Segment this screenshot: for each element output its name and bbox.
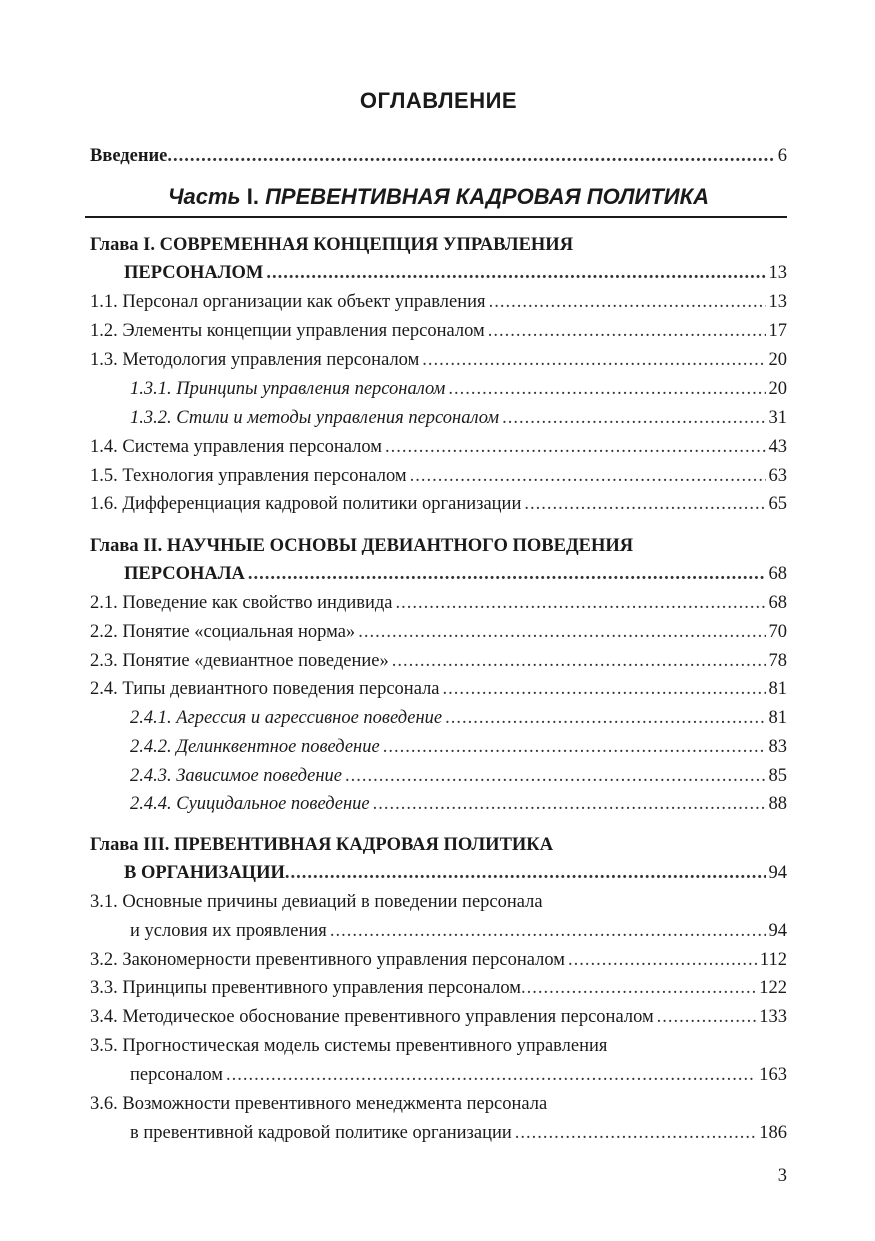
leader-dots: [410, 463, 766, 489]
leader-dots: [330, 918, 766, 944]
toc-entry[interactable]: [130, 734, 787, 760]
toc-entry-label: персоналом: [130, 1065, 223, 1085]
leader-dots: [488, 318, 766, 344]
toc-entry-page: 13: [768, 292, 787, 312]
toc-entry[interactable]: [90, 648, 787, 674]
toc-entry-page: 68: [768, 593, 787, 613]
toc-entry-label: ПЕРСОНАЛОМ: [124, 263, 264, 283]
toc-entry[interactable]: [90, 947, 787, 973]
toc-entry[interactable]: [90, 318, 787, 344]
leader-dots: [448, 376, 765, 402]
toc-entry-label: 3.4. Методическое обоснование превентивного управления персоналом: [90, 1007, 654, 1027]
toc-entry-chapter-2[interactable]: [124, 561, 787, 587]
toc-entry-page: 65: [768, 494, 787, 514]
toc-entry[interactable]: [130, 763, 787, 789]
leader-dots: [373, 791, 766, 817]
toc-entry-page: 85: [768, 766, 787, 786]
toc-entry[interactable]: [90, 1004, 787, 1030]
toc-entry-chapter-3[interactable]: [124, 860, 787, 886]
chapter-heading-2: Глава II. НАУЧНЫЕ ОСНОВЫ ДЕВИАНТНОГО ПОВЕДЕНИЯ: [90, 536, 634, 556]
part-heading: [90, 184, 787, 210]
toc-entry-page: 94: [768, 921, 787, 941]
toc-entry-label: и условия их проявления: [130, 921, 327, 941]
toc-entry-label: 3.2. Закономерности превентивного управления персоналом: [90, 950, 565, 970]
toc-entry-page: 17: [768, 321, 787, 341]
toc-entry-page: 81: [768, 708, 787, 728]
chapter-heading-3: Глава III. ПРЕВЕНТИВНАЯ КАДРОВАЯ ПОЛИТИКА: [90, 835, 554, 855]
part-prefix: Часть: [167, 184, 247, 209]
toc-entry-page: 122: [759, 978, 787, 998]
toc-entry-page: 20: [768, 350, 787, 370]
part-numeral: I.: [246, 184, 259, 209]
toc-entry-page: 163: [759, 1065, 787, 1085]
part-name: ПРЕВЕНТИВНАЯ КАДРОВАЯ ПОЛИТИКА: [258, 184, 710, 209]
toc-entry-label: 2.4. Типы девиантного поведения персонала: [90, 679, 440, 699]
toc-entry[interactable]: [90, 676, 787, 702]
leader-dots: [285, 860, 766, 886]
leader-dots: [345, 763, 765, 789]
toc-entry-label: ПЕРСОНАЛА: [124, 564, 245, 584]
leader-dots: [502, 405, 765, 431]
toc-entry-page: 78: [768, 651, 787, 671]
toc-entry[interactable]: [130, 1120, 787, 1146]
leader-dots: [657, 1004, 757, 1030]
chapter-heading-1: Глава I. СОВРЕМЕННАЯ КОНЦЕПЦИЯ УПРАВЛЕНИЯ: [90, 235, 574, 255]
leader-dots: [422, 347, 765, 373]
toc-entry[interactable]: [130, 918, 787, 944]
leader-dots: [226, 1062, 756, 1088]
toc-entry-page: 186: [759, 1123, 787, 1143]
toc-entry[interactable]: [130, 705, 787, 731]
toc-entry-page: 6: [777, 146, 787, 166]
toc-entry-page: 63: [768, 466, 787, 486]
toc-entry-label: 1.6. Дифференциация кадровой политики организации: [90, 494, 522, 514]
toc-entry-page: 88: [768, 794, 787, 814]
toc-entry[interactable]: [90, 434, 787, 460]
toc-entry-page: 133: [759, 1007, 787, 1027]
toc-entry-label: В ОРГАНИЗАЦИИ: [124, 863, 285, 883]
toc-entry-label: 1.4. Система управления персоналом: [90, 437, 382, 457]
toc-entry-page: 68: [768, 564, 787, 584]
toc-entry-label: 1.3. Методология управления персоналом: [90, 350, 420, 370]
toc-entry-chapter-1[interactable]: [124, 260, 787, 286]
toc-entry[interactable]: [130, 405, 787, 431]
toc-entry-line[interactable]: 3.5. Прогностическая модель системы превентивного управления: [90, 1036, 608, 1056]
leader-dots: [266, 260, 765, 286]
leader-dots: [515, 1120, 756, 1146]
toc-entry-label: в превентивной кадровой политике организации: [130, 1123, 512, 1143]
leader-dots: [445, 705, 765, 731]
toc-entry[interactable]: [90, 347, 787, 373]
toc-entry-page: 20: [768, 379, 787, 399]
toc-entry-line[interactable]: 3.1. Основные причины девиаций в поведении персонала: [90, 892, 543, 912]
toc-entry-page: 13: [768, 263, 787, 283]
toc-entry[interactable]: [90, 590, 787, 616]
toc-entry-label: 1.3.2. Стили и методы управления персоналом: [130, 408, 500, 428]
toc-entry-label: 2.2. Понятие «социальная норма»: [90, 622, 356, 642]
toc-entry-label: 1.5. Технология управления персоналом: [90, 466, 407, 486]
toc-entry-page: 43: [768, 437, 787, 457]
toc-entry[interactable]: [90, 289, 787, 315]
toc-entry[interactable]: [130, 1062, 787, 1088]
toc-entry[interactable]: [90, 463, 787, 489]
toc-entry-label: 2.4.4. Суицидальное поведение: [130, 794, 370, 814]
toc-entry[interactable]: [90, 975, 787, 1001]
leader-dots: [392, 648, 766, 674]
leader-dots: [489, 289, 766, 315]
toc-entry-label: 2.4.2. Делинквентное поведение: [130, 737, 380, 757]
leader-dots: [248, 561, 766, 587]
toc-entry-page: 94: [768, 863, 787, 883]
toc-entry-introduction[interactable]: [90, 143, 787, 169]
leader-dots: [524, 491, 765, 517]
leader-dots: [358, 619, 765, 645]
toc-entry[interactable]: [90, 491, 787, 517]
toc-entry-page: 81: [768, 679, 787, 699]
leader-dots: [521, 975, 756, 1001]
toc-entry-label: 1.3.1. Принципы управления персоналом: [130, 379, 446, 399]
toc-entry-label: 2.4.1. Агрессия и агрессивное поведение: [130, 708, 443, 728]
toc-entry-page: 70: [768, 622, 787, 642]
part-divider: [85, 216, 787, 218]
toc-entry-label: 1.2. Элементы концепции управления персоналом: [90, 321, 485, 341]
toc-entry-label: 1.1. Персонал организации как объект управления: [90, 292, 486, 312]
toc-entry-page: 112: [759, 950, 787, 970]
toc-entry-line[interactable]: 3.6. Возможности превентивного менеджмента персонала: [90, 1094, 548, 1114]
toc-entry-label: 2.4.3. Зависимое поведение: [130, 766, 343, 786]
toc-entry-label: 2.3. Понятие «девиантное поведение»: [90, 651, 389, 671]
toc-entry[interactable]: [130, 791, 787, 817]
leader-dots: [383, 734, 766, 760]
toc-entry-page: 83: [768, 737, 787, 757]
toc-entry-label: Введение: [90, 146, 168, 166]
toc-entry[interactable]: [130, 376, 787, 402]
toc-entry[interactable]: [90, 619, 787, 645]
leader-dots: [167, 143, 774, 169]
toc-entry-label: 3.3. Принципы превентивного управления персоналом: [90, 978, 521, 998]
page-title: ОГЛАВЛЕНИЕ: [359, 88, 518, 113]
leader-dots: [443, 676, 766, 702]
leader-dots: [396, 590, 766, 616]
leader-dots: [568, 947, 757, 973]
toc-entry-page: 31: [768, 408, 787, 428]
leader-dots: [385, 434, 766, 460]
page-number: 3: [777, 1166, 787, 1186]
toc-entry-label: 2.1. Поведение как свойство индивида: [90, 593, 393, 613]
